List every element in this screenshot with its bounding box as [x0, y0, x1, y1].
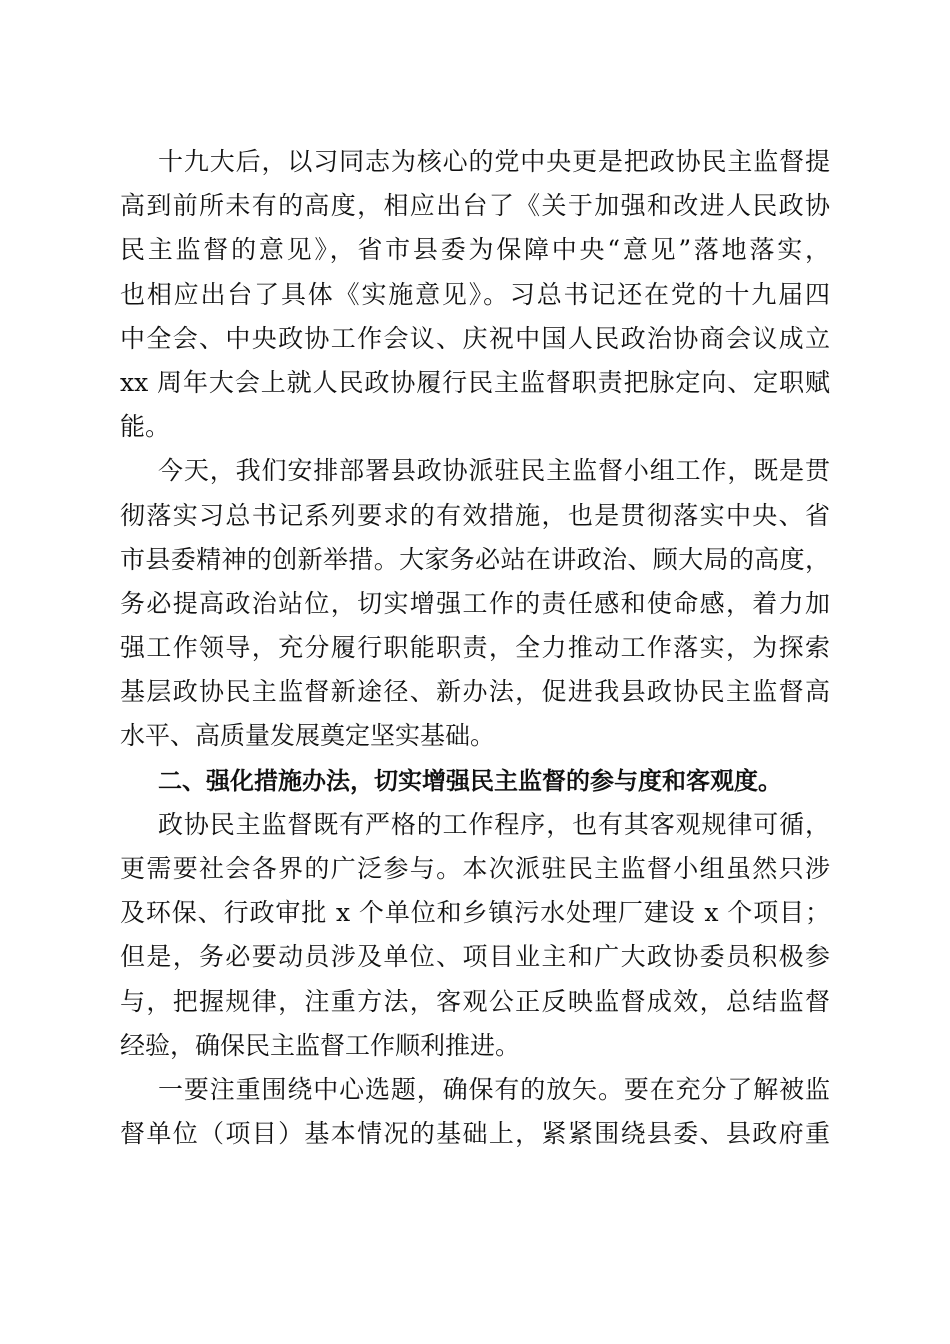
text-line: 强工作领导，充分履行职能职责，全力推动工作落实，为探索 [120, 633, 830, 663]
paragraph [120, 140, 830, 449]
text-line: 十九大后，以习同志为核心的党中央更是把政协民主监督提 [158, 147, 830, 176]
heading-line: 二、强化措施办法，切实增强民主监督的参与度和客观度。 [158, 766, 782, 795]
paragraph [120, 1068, 830, 1156]
text-line: 民主监督的意见》，省市县委为保障中央“意见”落地落实， [120, 235, 830, 265]
text-line: 一要注重围绕中心选题，确保有的放矢。要在充分了解被监 [158, 1074, 830, 1104]
text-line: 经验，确保民主监督工作顺利推进。 [120, 1030, 521, 1060]
text-line: xx 周年大会上就人民政协履行民主监督职责把脉定向、定职赋 [120, 367, 830, 397]
text-line: 务必提高政治站位，切实增强工作的责任感和使命感，着力加 [120, 588, 830, 618]
text-line: 水平、高质量发展奠定坚实基础。 [120, 721, 496, 751]
paragraph [120, 803, 830, 1068]
text-line: 今天，我们安排部署县政协派驻民主监督小组工作，既是贯 [158, 456, 830, 486]
paragraph [120, 449, 830, 758]
text-line: 与，把握规律，注重方法，客观公正反映监督成效，总结监督 [120, 986, 830, 1016]
text-line: 政协民主监督既有严格的工作程序，也有其客观规律可循， [158, 809, 830, 839]
text-line: 彻落实习总书记系列要求的有效措施，也是贯彻落实中央、省 [120, 500, 830, 530]
text-line: 更需要社会各界的广泛参与。本次派驻民主监督小组虽然只涉 [120, 854, 830, 883]
text-line: 基层政协民主监督新途径、新办法，促进我县政协民主监督高 [120, 677, 830, 707]
text-line: 能。 [120, 412, 171, 442]
text-line: 但是，务必要动员涉及单位、项目业主和广大政协委员积极参 [120, 942, 830, 972]
section-heading [120, 759, 830, 803]
text-line: 及环保、行政审批 x 个单位和乡镇污水处理厂建设 x 个项目； [120, 898, 830, 928]
text-line: 市县委精神的创新举措。大家务必站在讲政治、顾大局的高度， [120, 544, 830, 574]
text-line: 也相应出台了具体《实施意见》。习总书记还在党的十九届四 [120, 279, 830, 309]
document-body [120, 140, 830, 1156]
text-line: 督单位（项目）基本情况的基础上，紧紧围绕县委、县政府重 [120, 1119, 830, 1149]
text-line: 高到前所未有的高度，相应出台了《关于加强和改进人民政协 [120, 191, 830, 221]
text-line: 中全会、中央政协工作会议、庆祝中国人民政治协商会议成立 [120, 323, 830, 353]
